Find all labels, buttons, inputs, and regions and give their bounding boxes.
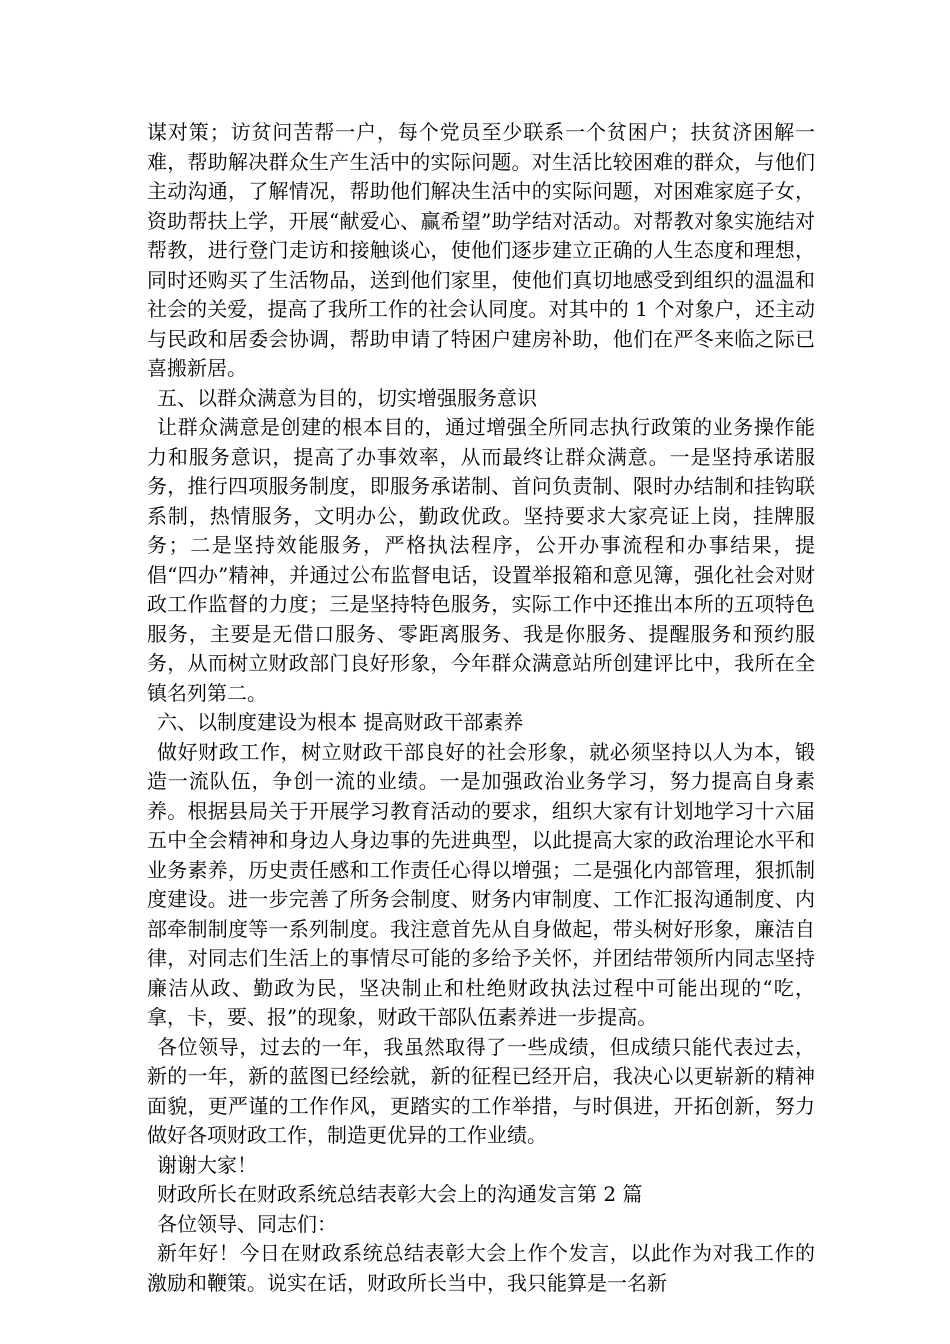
paragraph-service-awareness: 让群众满意是创建的根本目的，通过增强全所同志执行政策的业务操作能力和服务意识，提高了办事效率，从而最终让群众满意。一是坚持承诺服务，推行四项服务制度，即服务承诺制、首问负责制、限时办结制和挂钩联系制，热情服务，文明办公，勤政优政。坚持要求大家亮证上岗，挂牌服务；二是坚持效能服务，严格执法程序，公开办事流程和办事结果，提倡“四办”精神，并通过公布监督电话，设置举报箱和意见簿，强化社会对财政工作监督的力度；三是坚持特色服务，实际工作中还推出本所的五项特色服务，主要是无借口服务、零距离服务、我是你服务、提醒服务和预约服务，从而树立财政部门良好形象，今年群众满意站所创建评比中，我所在全镇名列第二。 — [147, 415, 815, 705]
paragraph-salutation: 各位领导、同志们： — [157, 1211, 337, 1236]
paragraph-poverty-aid: 谋对策；访贫问苦帮一户，每个党员至少联系一个贫困户；扶贫济困解一难，帮助解决群众生产生活中的实际问题。对生活比较困难的群众，与他们主动沟通，了解情况，帮助他们解决生活中的实际问题，对困难家庭子女，资助帮扶上学，开展“献爱心、赢希望”助学结对活动。对帮教对象实施结对帮教，进行登门走访和接触谈心，使他们逐步建立正确的人生态度和理想，同时还购买了生活物品，送到他们家里，使他们真切地感受到组织的温温和社会的关爱，提高了我所工作的社会认同度。对其中的 1 个对象户，还主动与民政和居委会协调，帮助申请了特困户建房补助，他们在严冬来临之际已喜搬新居。 — [147, 120, 815, 380]
paragraph-cadre-quality: 做好财政工作，树立财政干部良好的社会形象，就必须坚持以人为本，锻造一流队伍，争创一流的业绩。一是加强政治业务学习，努力提高自身素养。根据县局关于开展学习教育活动的要求，组织大家有计划地学习十六届五中全会精神和身边人身边事的先进典型，以此提高大家的政治理论水平和业务素养，历史责任感和工作责任心得以增强；二是强化内部管理，狠抓制度建设。进一步完善了所务会制度、财务内审制度、工作汇报沟通制度、内部牵制制度等一系列制度。我注意首先从自身做起，带头树好形象，廉洁自律，对同志们生活上的事情尽可能的多给予关怀，并团结带领所内同志坚持廉洁从政、勤政为民，坚决制止和杜绝财政执法过程中可能出现的“吃，拿，卡，要、报”的现象，财政干部队伍素养进一步提高。 — [147, 739, 815, 1029]
document-page — [147, 118, 815, 1298]
section-heading-five: 五、以群众满意为目的，切实增强服务意识 — [157, 385, 537, 410]
article-title-second: 财政所长在财政系统总结表彰大会上的沟通发言第 2 篇 — [157, 1182, 643, 1206]
paragraph-closing-remarks: 各位领导，过去的一年，我虽然取得了一些成绩，但成绩只能代表过去，新的一年，新的蓝图已经绘就，新的征程已经开启，我决心以更崭新的精神面貌，更严谨的工作作风，更踏实的工作举措，与时俱进，开拓创新，努力做好各项财政工作，制造更优异的工作业绩。 — [147, 1034, 815, 1147]
paragraph-new-year-opening: 新年好！今日在财政系统总结表彰大会上作个发言，以此作为对我工作的激励和鞭策。说实在话，财政所长当中，我只能算是一名新 — [147, 1241, 815, 1295]
section-heading-six: 六、以制度建设为根本 提高财政干部素养 — [157, 710, 524, 734]
paragraph-thanks: 谢谢大家！ — [157, 1152, 257, 1177]
